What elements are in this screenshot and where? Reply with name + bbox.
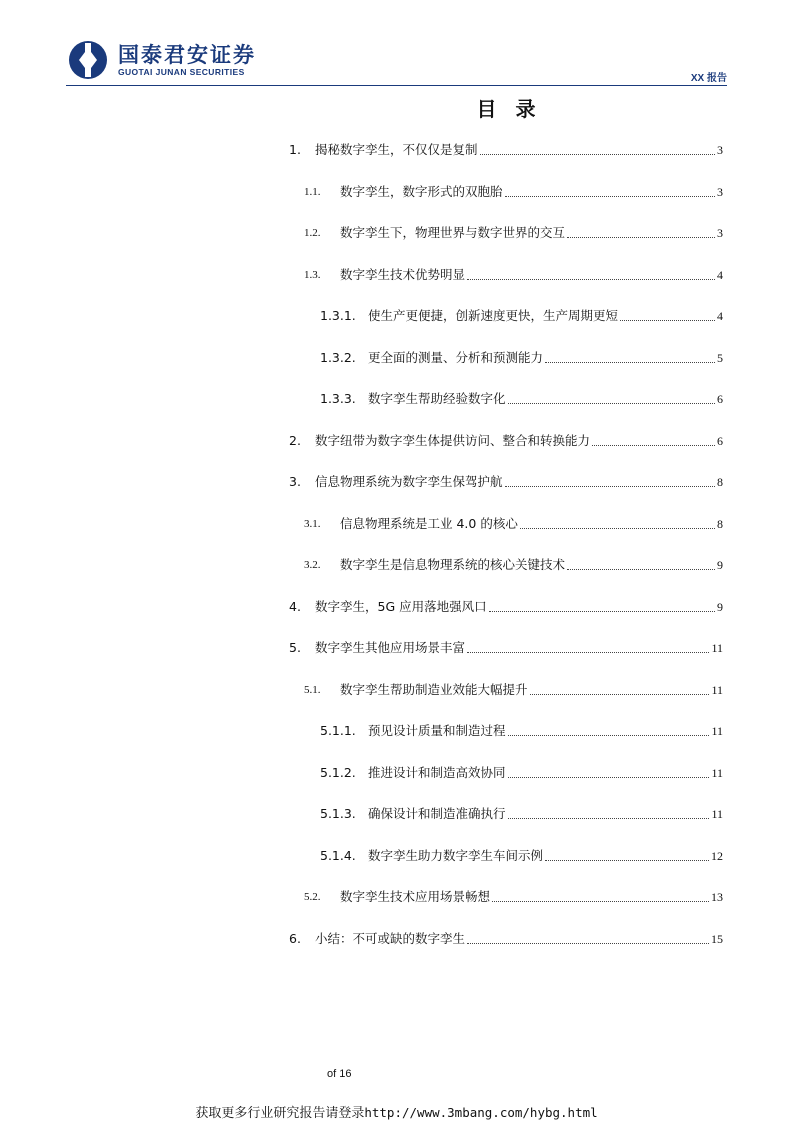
toc-entry[interactable] bbox=[289, 429, 723, 449]
toc-entry-number: 5.2. bbox=[304, 891, 321, 903]
toc-leader-dots bbox=[520, 528, 715, 529]
toc-leader-dots bbox=[505, 486, 715, 487]
toc-entry-number: 3.1. bbox=[304, 517, 321, 530]
toc-entry-page: 6 bbox=[717, 433, 723, 448]
toc-entry-page: 4 bbox=[717, 309, 723, 323]
toc-entry-title: 数字孪生技术应用场景畅想 bbox=[340, 889, 491, 904]
toc-entry-page: 8 bbox=[717, 475, 723, 489]
toc-entry-number: 5. bbox=[289, 640, 301, 655]
logo-text-en: GUOTAI JUNAN SECURITIES bbox=[118, 66, 245, 77]
page-number: of 16 bbox=[327, 1068, 352, 1080]
toc-entry-number: 5.1.4. bbox=[320, 847, 356, 863]
toc-entry-page: 15 bbox=[711, 931, 723, 946]
toc-entry-title: 小结：不可或缺的数字孪生 bbox=[315, 930, 466, 946]
toc-entry-number: 1.3. bbox=[304, 268, 321, 281]
toc-leader-dots bbox=[505, 196, 715, 197]
toc-entry-title: 数字纽带为数字孪生体提供访问、整合和转换能力 bbox=[315, 432, 591, 448]
toc-entry-title: 信息物理系统是工业 4.0 的核心 bbox=[340, 515, 518, 531]
toc-leader-dots bbox=[530, 694, 710, 695]
toc-entry-number: 1.3.2. bbox=[320, 349, 356, 365]
toc-entry-page: 6 bbox=[717, 392, 723, 406]
toc-entry[interactable] bbox=[320, 346, 723, 366]
toc-entry[interactable] bbox=[289, 636, 723, 656]
toc-leader-dots bbox=[567, 569, 715, 570]
toc-entry[interactable] bbox=[304, 221, 723, 241]
toc-entry-number: 1.2. bbox=[304, 227, 321, 239]
toc-entry-number: 5.1. bbox=[304, 683, 321, 696]
toc-entry-number: 5.1.1. bbox=[320, 723, 356, 738]
toc-entry-page: 11 bbox=[711, 641, 723, 655]
toc-entry-number: 4. bbox=[289, 598, 301, 614]
toc-leader-dots bbox=[467, 652, 709, 653]
toc-entry-number: 3.2. bbox=[304, 559, 321, 571]
toc-entry-title: 信息物理系统为数字孪生保驾护航 bbox=[315, 474, 503, 489]
toc-entry[interactable] bbox=[304, 512, 723, 532]
toc-entry[interactable] bbox=[320, 761, 723, 781]
toc-leader-dots bbox=[592, 445, 715, 446]
toc-entry-page: 5 bbox=[717, 350, 723, 365]
toc-entry-title: 数字孪生帮助制造业效能大幅提升 bbox=[340, 681, 528, 697]
toc-entry[interactable] bbox=[320, 304, 723, 324]
toc-entry-title: 数字孪生技术优势明显 bbox=[340, 266, 466, 282]
toc-entry[interactable] bbox=[304, 885, 723, 905]
toc-entry[interactable] bbox=[320, 719, 723, 739]
toc-leader-dots bbox=[508, 403, 715, 404]
toc-entry-number: 1.3.3. bbox=[320, 391, 356, 406]
toc-entry[interactable] bbox=[289, 927, 723, 947]
toc-entry-number: 1.1. bbox=[304, 185, 321, 198]
toc-leader-dots bbox=[545, 860, 709, 861]
toc-entry-title: 数字孪生助力数字孪生车间示例 bbox=[368, 847, 544, 863]
toc-entry-page: 11 bbox=[711, 807, 723, 821]
toc-entry-page: 9 bbox=[717, 599, 723, 614]
toc-entry-title: 预见设计质量和制造过程 bbox=[368, 723, 506, 738]
toc-entry-title: 数字孪生下，物理世界与数字世界的交互 bbox=[340, 225, 566, 240]
toc-entry-page: 3 bbox=[717, 226, 723, 240]
toc-leader-dots bbox=[508, 818, 710, 819]
toc-entry-title: 使生产更便捷，创新速度更快，生产周期更短 bbox=[368, 308, 619, 323]
toc-entry-page: 12 bbox=[711, 848, 723, 863]
toc-leader-dots bbox=[492, 901, 709, 902]
toc-leader-dots bbox=[480, 154, 715, 155]
toc-entry-page: 11 bbox=[711, 765, 723, 780]
toc-entry-page: 13 bbox=[711, 890, 723, 904]
toc-entry[interactable] bbox=[320, 844, 723, 864]
toc-entry-title: 数字孪生是信息物理系统的核心关键技术 bbox=[340, 557, 566, 572]
toc-entry-page: 4 bbox=[717, 267, 723, 282]
toc-entry-title: 数字孪生，数字形式的双胞胎 bbox=[340, 183, 503, 199]
toc-entry-page: 3 bbox=[717, 184, 723, 199]
footer-note-link[interactable]: http://www.3mbang.com/hybg.html bbox=[364, 1105, 598, 1120]
toc-entry-title: 揭秘数字孪生，不仅仅是复制 bbox=[315, 142, 478, 157]
toc-entry-page: 11 bbox=[711, 724, 723, 738]
toc-entry-title: 推进设计和制造高效协同 bbox=[368, 764, 506, 780]
toc-entry-title: 更全面的测量、分析和预测能力 bbox=[368, 349, 544, 365]
toc-leader-dots bbox=[620, 320, 715, 321]
toc-entry-page: 9 bbox=[717, 558, 723, 572]
toc-entry-number: 3. bbox=[289, 474, 301, 489]
footer-note bbox=[0, 1102, 793, 1121]
toc-entry[interactable] bbox=[289, 595, 723, 615]
toc-entry[interactable] bbox=[289, 138, 723, 158]
footer-note-text: 获取更多行业研究报告请登录 bbox=[195, 1106, 365, 1121]
toc-entry[interactable] bbox=[304, 180, 723, 200]
toc-entry-page: 8 bbox=[717, 516, 723, 531]
toc-leader-dots bbox=[545, 362, 715, 363]
toc-entry-number: 6. bbox=[289, 930, 301, 946]
toc-leader-dots bbox=[508, 735, 710, 736]
toc-leader-dots bbox=[508, 777, 710, 778]
toc-entry-number: 5.1.3. bbox=[320, 806, 356, 821]
toc-entry-number: 5.1.2. bbox=[320, 764, 356, 780]
toc-leader-dots bbox=[467, 943, 709, 944]
toc-title: 目 录 bbox=[476, 97, 542, 121]
toc-entry-page: 3 bbox=[717, 143, 723, 157]
toc-entry-number: 1. bbox=[289, 142, 301, 157]
toc-entry[interactable] bbox=[304, 553, 723, 573]
toc-entry-number: 1.3.1. bbox=[320, 308, 356, 323]
toc-leader-dots bbox=[489, 611, 715, 612]
toc-entry[interactable] bbox=[320, 387, 723, 407]
toc-entry-number: 2. bbox=[289, 432, 301, 448]
toc-entry[interactable] bbox=[304, 263, 723, 283]
toc-entry-title: 数字孪生其他应用场景丰富 bbox=[315, 640, 466, 655]
logo-text-cn: 国泰君安证券 bbox=[118, 42, 256, 67]
report-tag: XX 报告 bbox=[690, 73, 727, 84]
toc-leader-dots bbox=[467, 279, 715, 280]
toc-leader-dots bbox=[567, 237, 715, 238]
toc-entry[interactable] bbox=[289, 470, 723, 490]
toc-entry-page: 11 bbox=[711, 682, 723, 697]
toc-entry[interactable] bbox=[320, 802, 723, 822]
toc-entry-title: 数字孪生帮助经验数字化 bbox=[368, 391, 506, 406]
toc-entry-title: 确保设计和制造准确执行 bbox=[368, 806, 506, 821]
toc-entry[interactable] bbox=[304, 678, 723, 698]
toc-entry-title: 数字孪生，5G 应用落地强风口 bbox=[315, 598, 487, 614]
